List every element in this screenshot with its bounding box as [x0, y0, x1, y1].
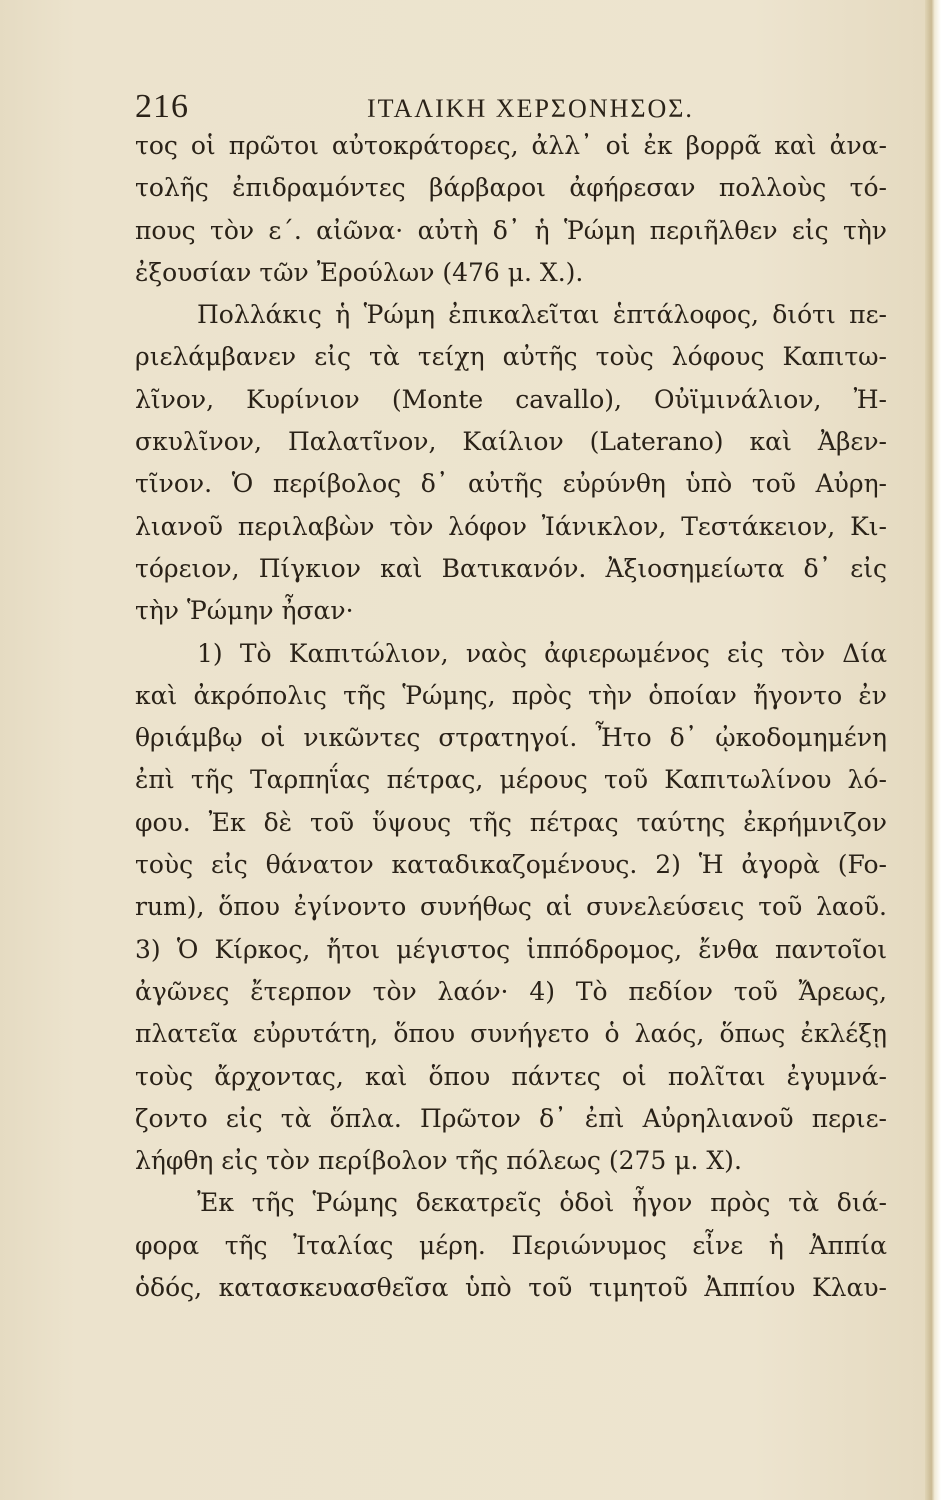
- page-header: [135, 88, 880, 128]
- text-line: λῖνον, Κυρίνιον (Monte cavallo), Οὐϊμινάλιον, Ἠ-: [135, 384, 887, 414]
- page-edge: [925, 0, 941, 1500]
- text-line: τος οἱ πρῶτοι αὐτοκράτορες, ἀλλ᾽ οἱ ἐκ βορρᾶ καὶ ἀνα-: [135, 131, 887, 160]
- text-line: ζοντο εἰς τὰ ὅπλα. Πρῶτον δ᾽ ἐπὶ Αὐρηλιανοῦ περιε-: [135, 1103, 887, 1133]
- text-line: πους τὸν ε΄. αἰῶνα· αὐτὴ δ᾽ ἡ Ῥώμη περιῆλθεν εἰς τὴν: [135, 215, 887, 245]
- text-line: καὶ ἀκρόπολις τῆς Ῥώμης, πρὸς τὴν ὁποίαν ἤγοντο ἐν: [135, 680, 887, 710]
- text-line: λιανοῦ περιλαβὼν τὸν λόφον Ἰάνικλον, Τεστάκειον, Κι-: [135, 511, 887, 541]
- text-line: τὴν Ῥώμην ἦσαν·: [135, 596, 354, 626]
- text-line: ριελάμβανεν εἰς τὰ τείχη αὐτῆς τοὺς λόφους Καπιτω-: [135, 342, 887, 372]
- text-line: τοὺς εἰς θάνατον καταδικαζομένους. 2) Ἡ ἀγορὰ (Fo-: [135, 850, 887, 880]
- text-line: ἐπὶ τῆς Ταρπηΐας πέτρας, μέρους τοῦ Καπιτωλίνου λό-: [135, 765, 887, 795]
- text-line: τολῆς ἐπιδραμόντες βάρβαροι ἀφήρεσαν πολλοὺς τό-: [135, 173, 887, 203]
- text-line: rum), ὅπου ἐγίνοντο συνήθως αἱ συνελεύσεις τοῦ λαοῦ.: [135, 892, 887, 922]
- page-number: 216: [135, 88, 189, 125]
- text-line: λήφθη εἰς τὸν περίβολον τῆς πόλεως (275 μ. Χ).: [135, 1146, 742, 1176]
- text-line: 3) Ὁ Κίρκος, ἤτοι μέγιστος ἱππόδρομος, ἔνθα παντοῖοι: [135, 934, 887, 964]
- text-line: τοὺς ἄρχοντας, καὶ ὅπου πάντες οἱ πολῖται ἐγυμνά-: [135, 1061, 887, 1091]
- text-line: 1) Τὸ Καπιτώλιον, ναὸς ἀφιερωμένος εἰς τὸν Δία: [197, 638, 887, 668]
- text-line: θριάμβῳ οἱ νικῶντες στρατηγοί. Ἦτο δ᾽ ᾠκοδομημένη: [135, 723, 887, 753]
- text-line: σκυλῖνον, Παλατῖνον, Καίλιον (Laterano) καὶ Ἀβεν-: [135, 427, 887, 457]
- text-line: ἀγῶνες ἔτερπον τὸν λαόν· 4) Τὸ πεδίον τοῦ Ἄρεως,: [135, 976, 887, 1006]
- text-line: ὁδός, κατασκευασθεῖσα ὑπὸ τοῦ τιμητοῦ Ἀππίου Κλαυ-: [135, 1273, 887, 1303]
- text-line: φου. Ἐκ δὲ τοῦ ὕψους τῆς πέτρας ταύτης ἐκρήμνιζον: [135, 807, 887, 837]
- text-line: τῖνον. Ὁ περίβολος δ᾽ αὐτῆς εὐρύνθη ὑπὸ τοῦ Αὐρη-: [135, 469, 887, 499]
- body-text: [135, 125, 887, 1309]
- running-head: ΙΤΑΛΙΚΗ ΧΕΡΣΟΝΗΣΟΣ.: [367, 94, 694, 123]
- text-line: Ἐκ τῆς Ῥώμης δεκατρεῖς ὁδοὶ ἦγον πρὸς τὰ διά-: [197, 1188, 887, 1218]
- text-line: Πολλάκις ἡ Ῥώμη ἐπικαλεῖται ἑπτάλοφος, διότι πε-: [197, 300, 887, 330]
- text-line: πλατεῖα εὐρυτάτη, ὅπου συνήγετο ὁ λαός, ὅπως ἐκλέξῃ: [135, 1019, 887, 1049]
- text-line: ἐξουσίαν τῶν Ἐρούλων (476 μ. Χ.).: [135, 257, 584, 287]
- text-line: τόρειον, Πίγκιον καὶ Βατικανόν. Ἀξιοσημείωτα δ᾽ εἰς: [135, 553, 887, 583]
- text-line: φορα τῆς Ἰταλίας μέρη. Περιώνυμος εἶνε ἡ Ἀππία: [135, 1230, 887, 1260]
